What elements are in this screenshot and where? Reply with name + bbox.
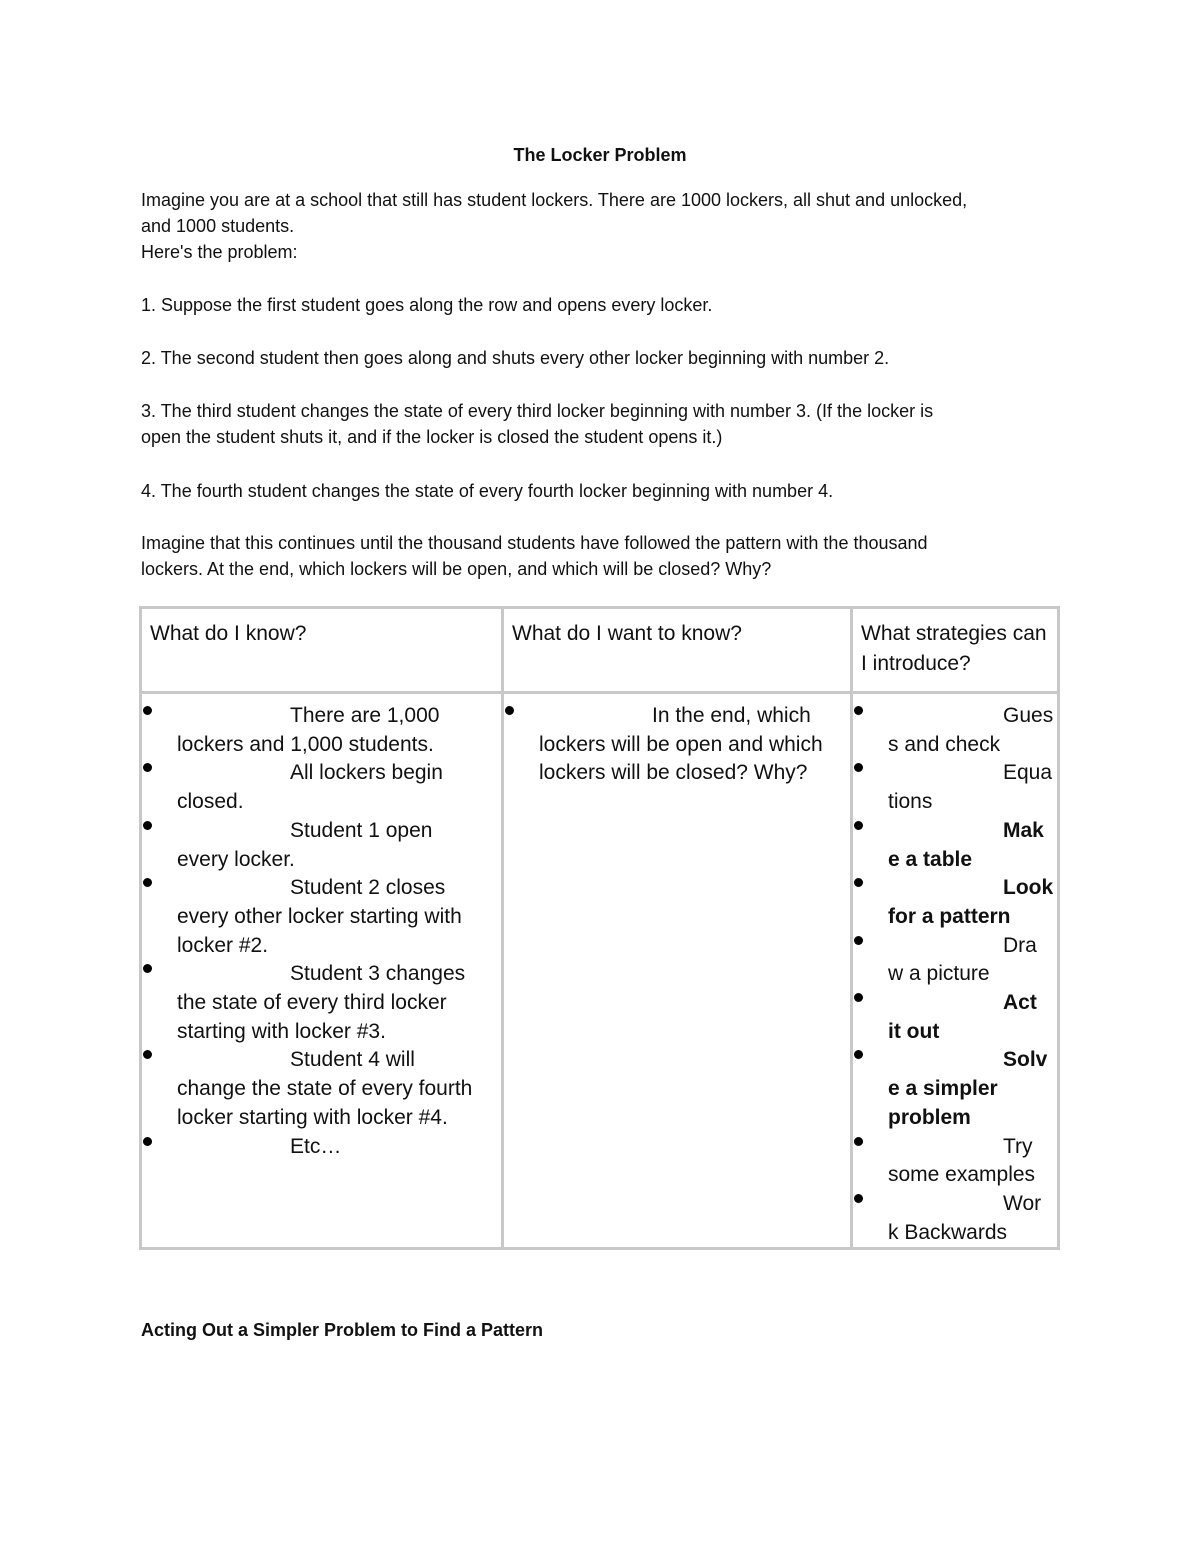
list-item-text: closed.	[177, 790, 244, 814]
list-item	[142, 1133, 501, 1162]
bullet-icon	[854, 1194, 863, 1203]
list-item	[853, 989, 1057, 1046]
list-item-text: Student 4 will	[290, 1048, 415, 1072]
bullet-icon	[854, 1137, 863, 1146]
list-item-text: for a pattern	[888, 904, 1011, 928]
list-item	[853, 874, 1057, 931]
list-item-text: Student 1 open	[290, 818, 433, 842]
list-item	[142, 817, 501, 874]
list-item-text	[177, 960, 501, 989]
list-item	[853, 817, 1057, 874]
list-item-text: There are 1,000	[290, 704, 440, 727]
bullet-icon	[854, 1050, 863, 1059]
list-item-text	[888, 759, 1057, 788]
list-item-text: Solv	[1003, 1048, 1048, 1072]
know-cell	[141, 693, 503, 1249]
list-item-text: every other locker starting with	[177, 904, 462, 928]
list-item-text: Look	[1003, 876, 1054, 900]
list-item-text	[888, 874, 1057, 903]
header-label: I introduce?	[861, 652, 971, 675]
step-1	[141, 292, 1071, 318]
conclusion-paragraph	[141, 530, 1071, 582]
bullet-icon	[854, 706, 863, 715]
list-item	[853, 759, 1057, 816]
conclusion-line: Imagine that this continues until the thousand students have followed the pattern with the thousand	[141, 533, 928, 553]
list-item	[142, 702, 501, 759]
bullet-icon	[143, 1050, 152, 1059]
header-know	[141, 608, 503, 693]
kwl-header-row	[141, 608, 1059, 693]
list-item-text: All lockers begin	[290, 761, 443, 785]
header-strategies	[852, 608, 1059, 693]
list-item-text	[888, 932, 1057, 961]
step-text: 2. The second student then goes along and shuts every other locker beginning with number 2.	[141, 348, 890, 368]
list-item-text: e a table	[888, 847, 973, 871]
list-item-text	[888, 1190, 1057, 1219]
bullet-icon	[854, 821, 863, 830]
step-2	[141, 345, 1071, 371]
step-text: 4. The fourth student changes the state of every fourth locker beginning with number 4.	[141, 481, 834, 501]
bullet-icon	[854, 993, 863, 1002]
list-item	[142, 1046, 501, 1132]
want-cell	[503, 693, 852, 1249]
conclusion-line: lockers. At the end, which lockers will be open, and which will be closed? Why?	[141, 559, 772, 579]
step-text: 3. The third student changes the state of every third locker beginning with number 3. (If the locker is	[141, 401, 934, 421]
header-label: What do I know?	[150, 622, 307, 645]
intro-line: Here's the problem:	[141, 242, 298, 262]
list-item-text: w a picture	[888, 962, 990, 986]
list-item	[853, 932, 1057, 989]
list-item-text: locker #2.	[177, 933, 269, 957]
list-item	[853, 702, 1057, 759]
intro-line: and 1000 students.	[141, 216, 295, 236]
list-item-text: lockers will be open and which	[539, 732, 823, 756]
step-text: open the student shuts it, and if the locker is closed the student opens it.)	[141, 427, 723, 447]
list-item-text	[539, 702, 850, 731]
list-item-text: tions	[888, 790, 933, 814]
list-item-text: Gues	[1003, 704, 1054, 727]
list-item-text: every locker.	[177, 847, 295, 871]
list-item-text	[888, 1133, 1057, 1162]
list-item-text	[177, 1133, 501, 1162]
header-label: What do I want to know?	[512, 622, 742, 645]
list-item-text: Mak	[1003, 818, 1044, 842]
list-item-text: locker starting with locker #4.	[177, 1105, 448, 1129]
list-item	[853, 1190, 1057, 1247]
list-item-text	[888, 702, 1057, 731]
list-item-text: Student 2 closes	[290, 876, 446, 900]
bullet-icon	[143, 706, 152, 715]
list-item-text	[177, 874, 501, 903]
list-item	[504, 702, 850, 788]
bullet-icon	[143, 821, 152, 830]
section-heading: Acting Out a Simpler Problem to Find a Pattern	[141, 1320, 544, 1340]
list-item-text: Act	[1003, 991, 1037, 1015]
list-item-text: Wor	[1003, 1191, 1042, 1215]
bullet-icon	[143, 878, 152, 887]
list-item-text: Student 3 changes	[290, 962, 466, 986]
bullet-icon	[854, 936, 863, 945]
list-item-text: In the end, which	[652, 704, 811, 727]
kwl-table	[139, 606, 1060, 1250]
list-item	[142, 759, 501, 816]
list-item-text	[177, 1046, 501, 1075]
page-title: The Locker Problem	[513, 145, 687, 165]
step-4	[141, 478, 1071, 504]
strategies-cell	[852, 693, 1059, 1249]
list-item-text	[888, 989, 1057, 1018]
list-item-text: e a simpler	[888, 1077, 998, 1101]
list-item-text: starting with locker #3.	[177, 1019, 386, 1043]
list-item-text: the state of every third locker	[177, 991, 447, 1015]
bullet-icon	[143, 964, 152, 973]
step-3	[141, 398, 1071, 450]
list-item	[142, 960, 501, 1046]
list-item-text: Etc…	[290, 1134, 342, 1158]
bullet-icon	[505, 706, 514, 715]
header-want	[503, 608, 852, 693]
list-item-text: Try	[1003, 1134, 1033, 1158]
want-list	[504, 702, 850, 788]
list-item-text: some examples	[888, 1163, 1036, 1187]
strategies-list	[853, 702, 1057, 1247]
list-item	[853, 1133, 1057, 1190]
bullet-icon	[143, 1137, 152, 1146]
know-list	[142, 702, 501, 1161]
list-item-text	[177, 817, 501, 846]
list-item-text	[888, 1046, 1057, 1075]
intro-line: Imagine you are at a school that still has student lockers. There are 1000 lockers, all shut and unlocked,	[141, 190, 968, 210]
bullet-icon	[854, 878, 863, 887]
kwl-body-row	[141, 693, 1059, 1249]
list-item-text	[177, 759, 501, 788]
list-item-text	[177, 702, 501, 731]
list-item-text: lockers will be closed? Why?	[539, 761, 808, 785]
list-item	[142, 874, 501, 960]
list-item-text: lockers and 1,000 students.	[177, 732, 434, 756]
list-item-text: change the state of every fourth	[177, 1077, 473, 1101]
bullet-icon	[143, 763, 152, 772]
list-item-text: k Backwards	[888, 1220, 1008, 1244]
intro-paragraph	[141, 187, 1071, 265]
step-text: 1. Suppose the first student goes along the row and opens every locker.	[141, 295, 713, 315]
list-item-text: Equa	[1003, 761, 1053, 785]
list-item-text	[888, 817, 1057, 846]
list-item-text: s and check	[888, 732, 1001, 756]
list-item-text: it out	[888, 1019, 940, 1043]
bullet-icon	[854, 763, 863, 772]
list-item	[853, 1046, 1057, 1132]
list-item-text: Dra	[1003, 933, 1037, 957]
list-item-text: problem	[888, 1105, 971, 1129]
header-label: What strategies can	[861, 622, 1047, 645]
